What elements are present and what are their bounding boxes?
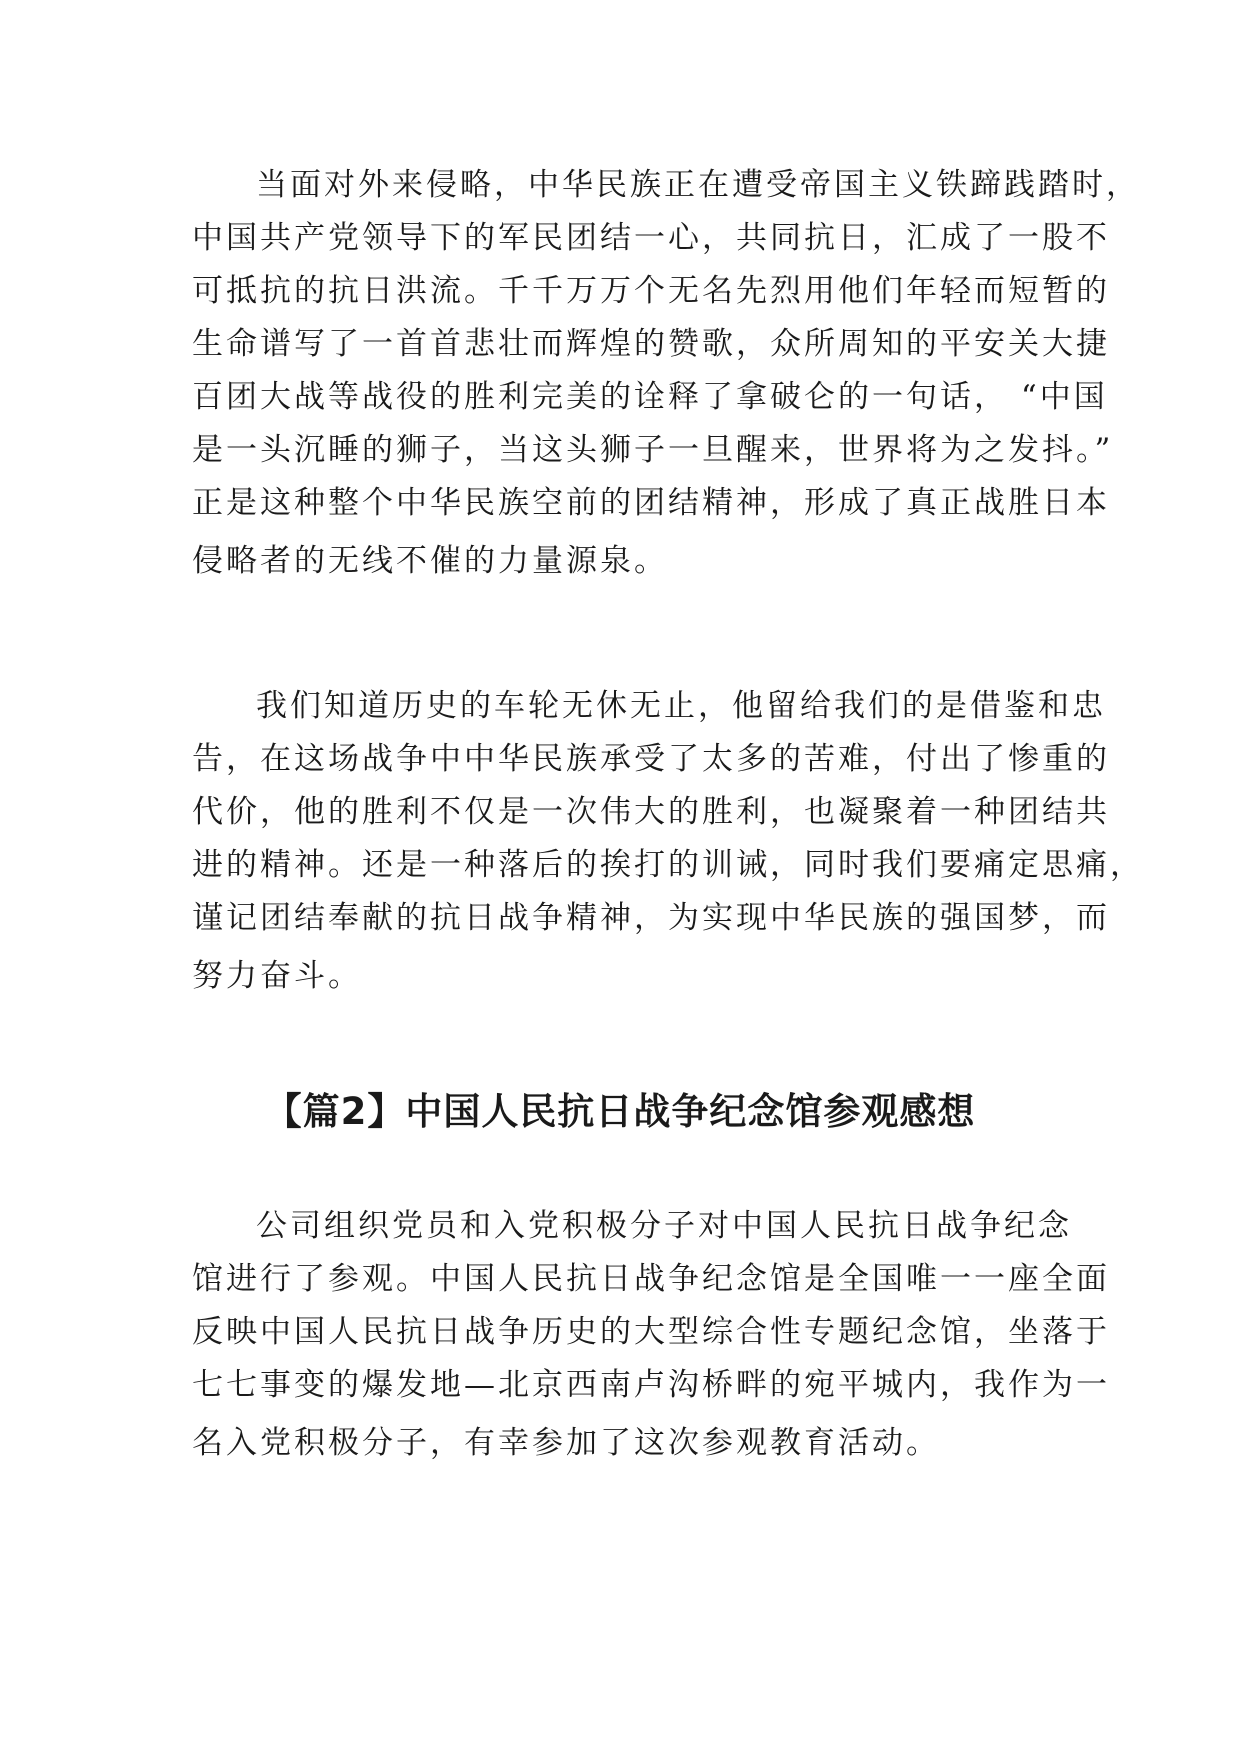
text-line: 名入党积极分子，有幸参加了这次参观教育活动。 bbox=[192, 1425, 940, 1461]
text-line: 百团大战等战役的胜利完美的诠释了拿破仑的一句话， “中国 bbox=[192, 379, 1108, 415]
text-line: 努力奋斗。 bbox=[192, 958, 362, 994]
text-line: 告，在这场战争中中华民族承受了太多的苦难，付出了惨重的 bbox=[192, 741, 1110, 777]
text-line: 七七事变的爆发地—北京西南卢沟桥畔的宛平城内，我作为一 bbox=[192, 1367, 1110, 1403]
text-line: 生命谱写了一首首悲壮而辉煌的赞歌，众所周知的平安关大捷 bbox=[192, 326, 1110, 362]
text-line: 是一头沉睡的狮子，当这头狮子一旦醒来，世界将为之发抖。” bbox=[192, 432, 1114, 468]
text-line: 进的精神。还是一种落后的挨打的训诫，同时我们要痛定思痛， bbox=[192, 847, 1144, 883]
text-line: 谨记团结奉献的抗日战争精神，为实现中华民族的强国梦，而 bbox=[192, 900, 1110, 936]
text-line: 反映中国人民抗日战争历史的大型综合性专题纪念馆，坐落于 bbox=[192, 1314, 1110, 1350]
text-line: 正是这种整个中华民族空前的团结精神，形成了真正战胜日本 bbox=[192, 485, 1110, 521]
text-line: 可抵抗的抗日洪流。千千万万个无名先烈用他们年轻而短暂的 bbox=[192, 273, 1110, 309]
text-line: 公司组织党员和入党积极分子对中国人民抗日战争纪念 bbox=[256, 1208, 1072, 1244]
text-line: 当面对外来侵略，中华民族正在遭受帝国主义铁蹄践踏时， bbox=[256, 167, 1140, 203]
text-line: 馆进行了参观。中国人民抗日战争纪念馆是全国唯一一座全面 bbox=[192, 1261, 1110, 1297]
text-line: 代价，他的胜利不仅是一次伟大的胜利，也凝聚着一种团结共 bbox=[192, 794, 1110, 830]
section-heading: 【篇2】中国人民抗日战争纪念馆参观感想 bbox=[264, 1090, 976, 1133]
text-line: 我们知道历史的车轮无休无止，他留给我们的是借鉴和忠 bbox=[256, 688, 1106, 724]
text-line: 侵略者的无线不催的力量源泉。 bbox=[192, 543, 668, 579]
text-line: 中国共产党领导下的军民团结一心，共同抗日，汇成了一股不 bbox=[192, 220, 1110, 256]
